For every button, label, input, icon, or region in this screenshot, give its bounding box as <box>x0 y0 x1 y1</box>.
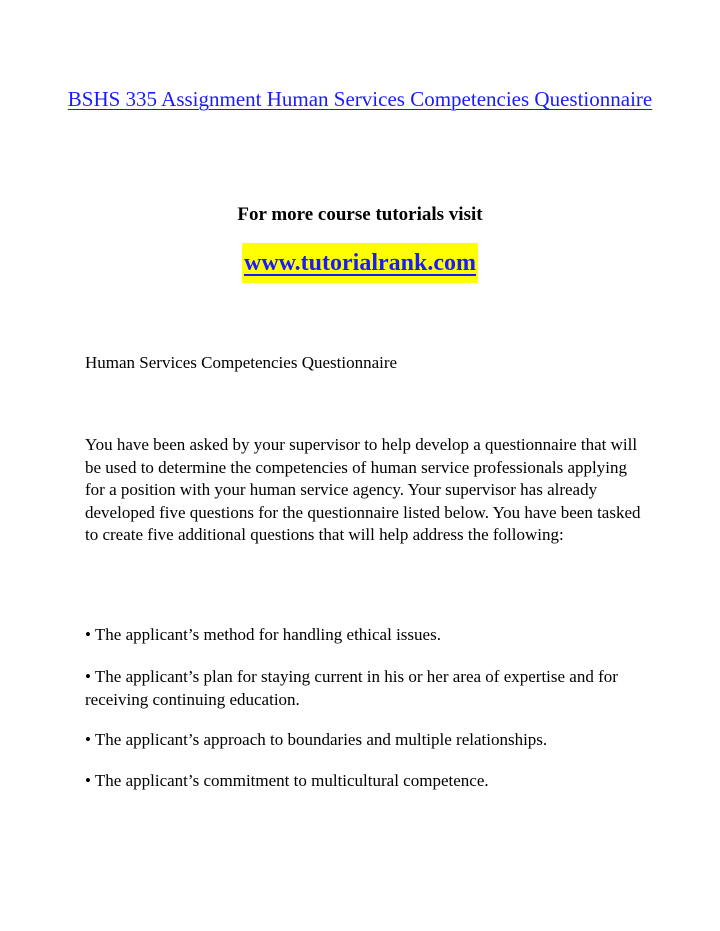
title-link[interactable]: BSHS 335 Assignment Human Services Competencies Questionnaire <box>67 87 653 111</box>
bullet-item: • The applicant’s plan for staying current in his or her area of expertise and for receiving continuing education. <box>85 667 618 709</box>
intro-paragraph: You have been asked by your supervisor to help develop a questionnaire that will be used to determine the competencies of human service professionals applying for a position with your human service agency. Your supervisor has already developed five questions for the questionnaire listed below. You have been tasked to create five additional questions that will help address the following: <box>85 435 641 544</box>
bullet-item: • The applicant’s commitment to multicultural competence. <box>85 771 489 790</box>
subtitle: Human Services Competencies Questionnaire <box>85 353 398 372</box>
bullet-item: • The applicant’s method for handling ethical issues. <box>85 625 441 644</box>
website-container <box>0 243 720 283</box>
bullet-item: • The applicant’s approach to boundaries and multiple relationships. <box>85 730 548 749</box>
promo-text: For more course tutorials visit <box>237 204 483 225</box>
website-link[interactable]: www.tutorialrank.com <box>242 243 478 283</box>
document-title <box>60 85 660 114</box>
